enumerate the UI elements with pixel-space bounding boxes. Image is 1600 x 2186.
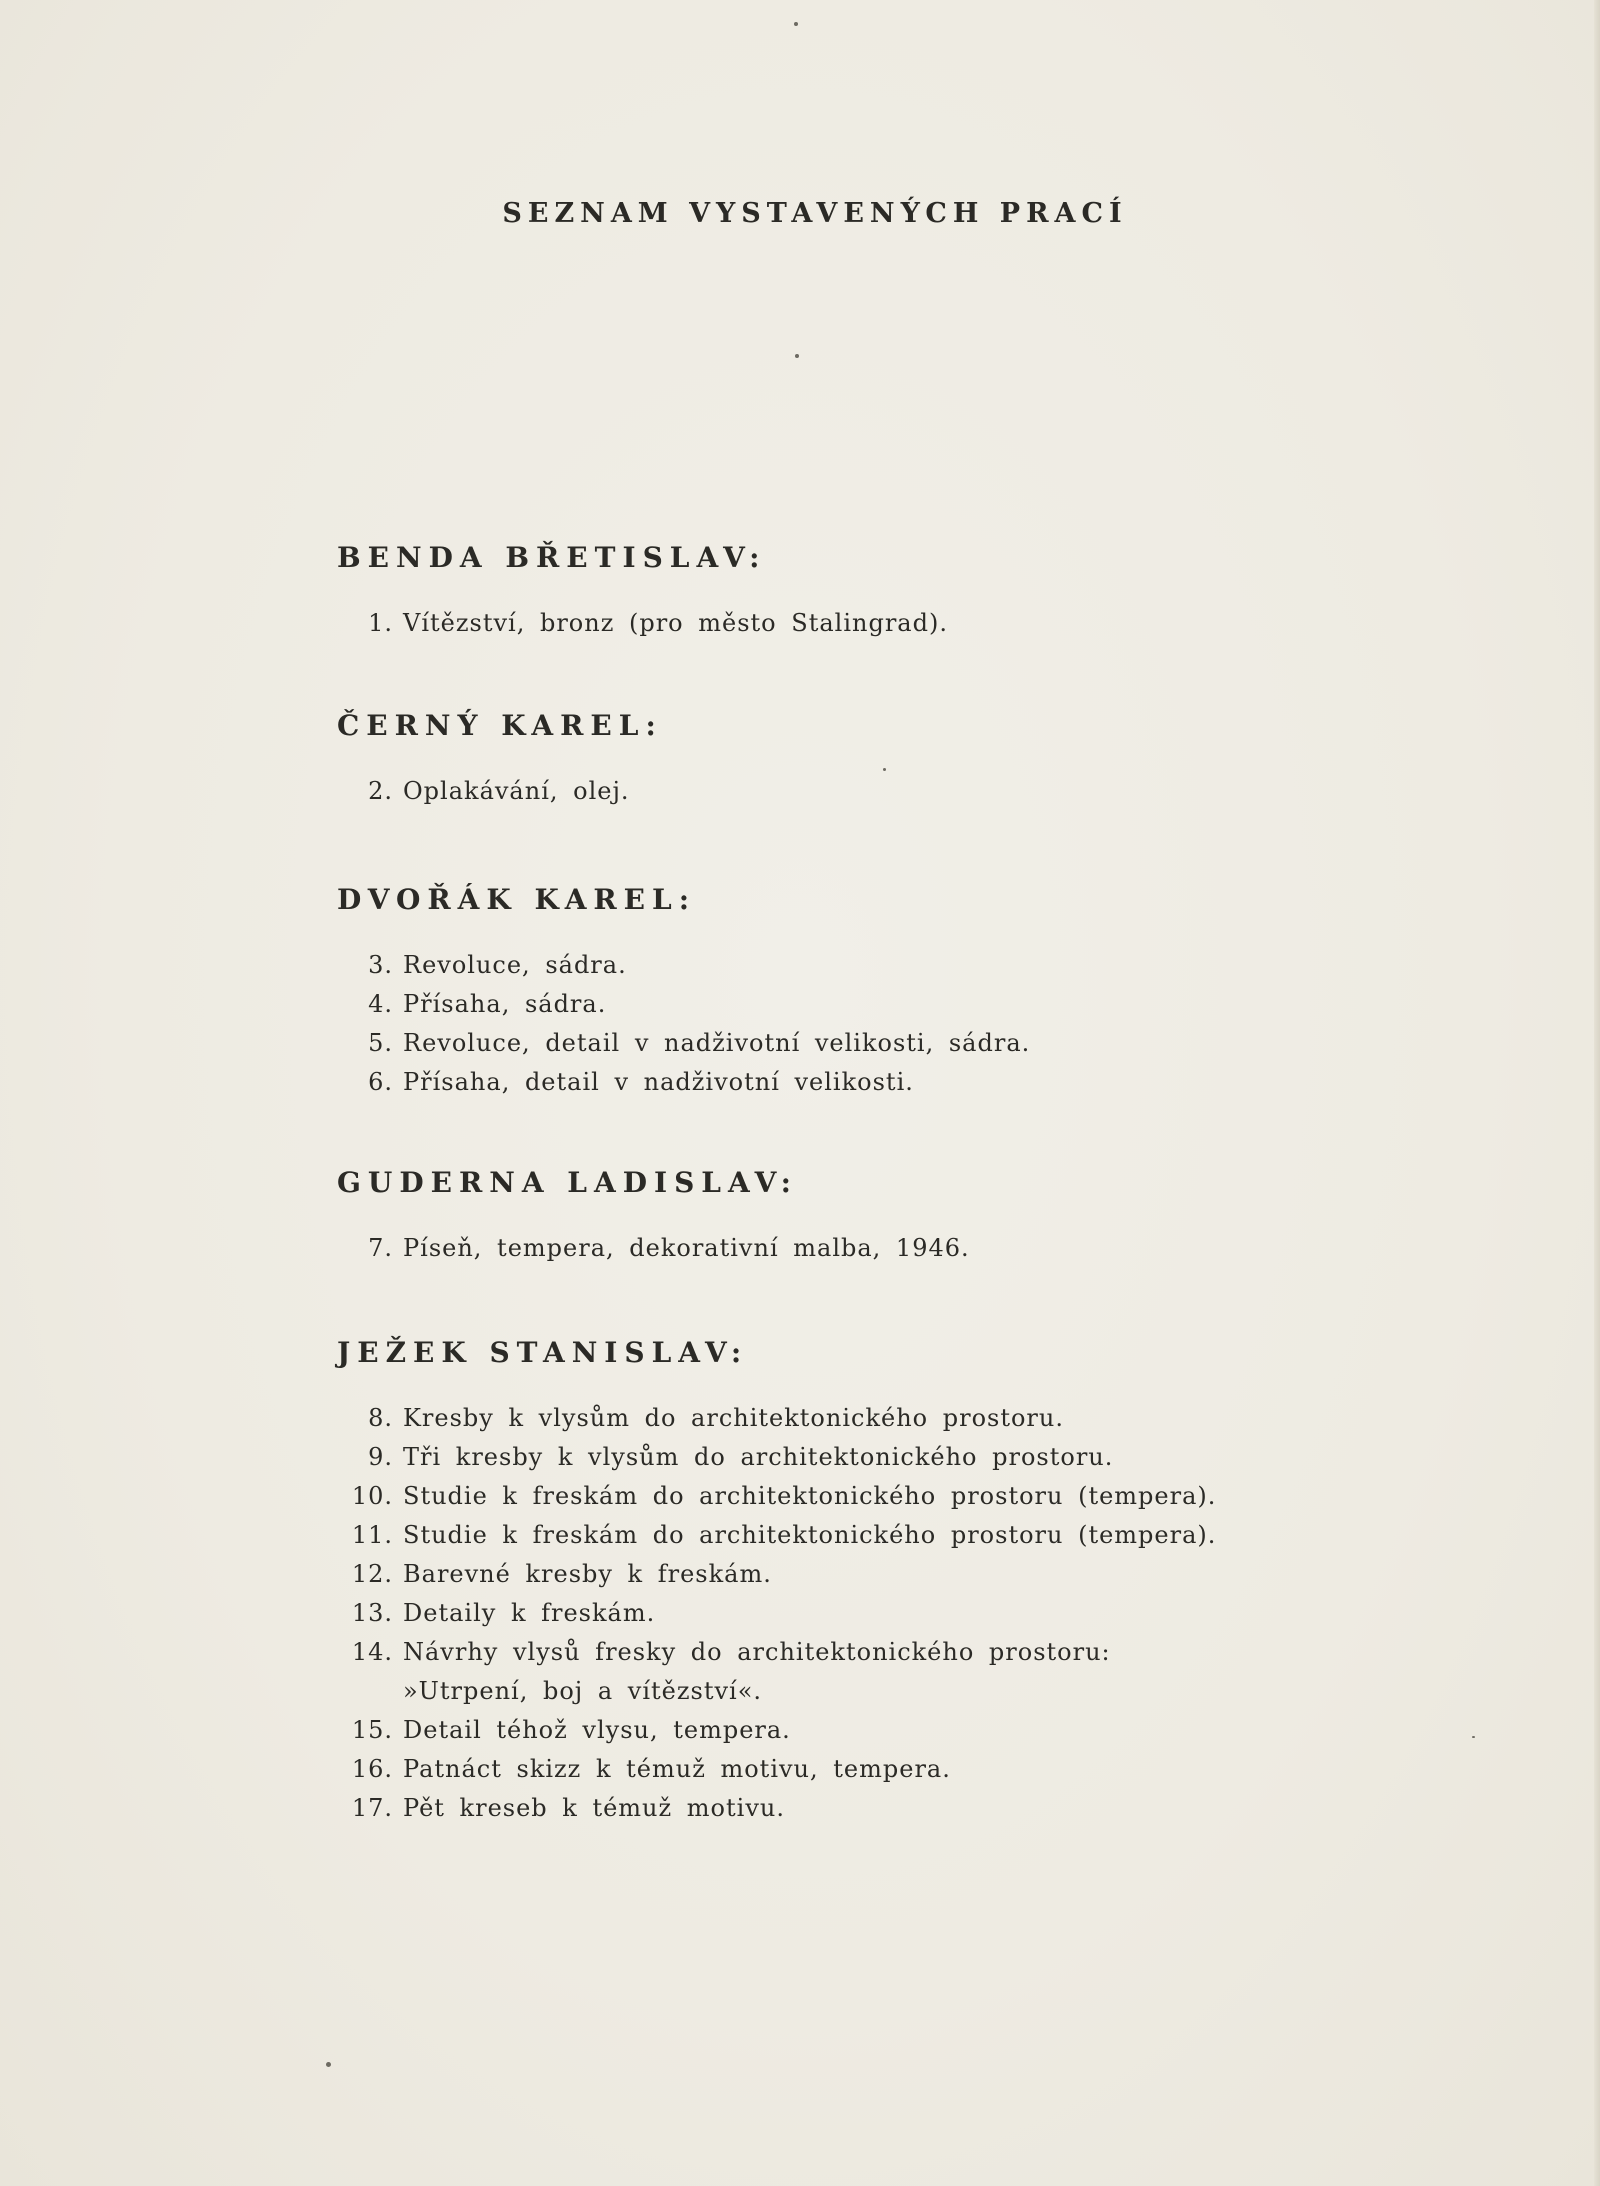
work-description: Přísaha, detail v nadživotní velikosti. [403,1068,914,1096]
section-guderna [337,1163,1337,1268]
work-description: Návrhy vlysů fresky do architektonického prostoru: [403,1638,1111,1666]
work-number: 9. [368,1443,393,1471]
paper-speck [1472,1736,1475,1738]
work-description: Revoluce, detail v nadživotní velikosti, sádra. [403,1029,1031,1057]
work-description: Revoluce, sádra. [403,951,627,979]
work-number: 15. [351,1716,393,1744]
section-dvorak [337,880,1337,1102]
work-number: 16. [351,1755,393,1783]
paper-speck [794,22,798,26]
work-number: 6. [368,1068,393,1096]
work-description: Barevné kresby k freskám. [403,1560,772,1588]
artist-heading: ČERNÝ KAREL: [337,709,663,742]
section-benda [337,538,1337,643]
work-description: »Utrpení, boj a vítězství«. [403,1677,763,1705]
work-number: 1. [368,609,393,637]
work-number: 4. [368,990,393,1018]
work-number: 12. [351,1560,393,1588]
work-list [337,1229,1337,1268]
work-item [337,1633,1337,1672]
work-item [337,1711,1337,1750]
work-number [337,1672,403,1711]
work-item [337,772,1337,811]
paper-speck [326,2062,331,2067]
work-description: Tři kresby k vlysům do architektonického prostoru. [403,1443,1114,1471]
work-item [337,1516,1337,1555]
work-item [337,1555,1337,1594]
work-item [337,985,1337,1024]
paper-speck [795,354,799,358]
work-number: 14. [351,1638,393,1666]
work-item [337,1594,1337,1633]
work-number: 13. [351,1599,393,1627]
work-number: 2. [368,777,393,805]
work-item [337,1229,1337,1268]
work-item [337,604,1337,643]
work-list [337,772,1337,811]
work-number: 8. [368,1404,393,1432]
work-list [337,946,1337,1102]
work-number: 3. [368,951,393,979]
artist-heading: DVOŘÁK KAREL: [337,883,697,916]
work-number: 10. [351,1482,393,1510]
page-edge [1594,0,1600,2186]
paper-speck [883,768,886,771]
work-list [337,604,1337,643]
artist-heading: GUDERNA LADISLAV: [337,1166,798,1199]
work-item [337,1399,1337,1438]
work-description: Studie k freskám do architektonického prostoru (tempera). [403,1521,1217,1549]
work-description: Studie k freskám do architektonického prostoru (tempera). [403,1482,1217,1510]
work-item [337,1477,1337,1516]
work-item [337,1063,1337,1102]
work-description: Pět kreseb k témuž motivu. [403,1794,785,1822]
artist-heading: JEŽEK STANISLAV: [337,1336,749,1369]
work-description: Patnáct skizz k témuž motivu, tempera. [403,1755,951,1783]
work-item [337,1789,1337,1828]
work-number: 17. [351,1794,393,1822]
page-title: SEZNAM VYSTAVENÝCH PRACÍ [502,198,1128,229]
work-number: 11. [351,1521,393,1549]
work-list [337,1399,1337,1828]
work-description: Přísaha, sádra. [403,990,607,1018]
work-description: Kresby k vlysům do architektonického prostoru. [403,1404,1064,1432]
artist-heading: BENDA BŘETISLAV: [337,541,767,574]
work-item-continuation [337,1672,1337,1711]
section-cerny [337,706,1337,811]
work-number: 7. [368,1234,393,1262]
work-description: Vítězství, bronz (pro město Stalingrad). [403,609,948,637]
work-description: Detail téhož vlysu, tempera. [403,1716,791,1744]
work-item [337,946,1337,985]
work-description: Píseň, tempera, dekorativní malba, 1946. [403,1234,970,1262]
work-item [337,1438,1337,1477]
work-item [337,1024,1337,1063]
work-description: Oplakávání, olej. [403,777,630,805]
work-item [337,1750,1337,1789]
work-number: 5. [368,1029,393,1057]
work-description: Detaily k freskám. [403,1599,656,1627]
section-jezek [337,1333,1337,1828]
